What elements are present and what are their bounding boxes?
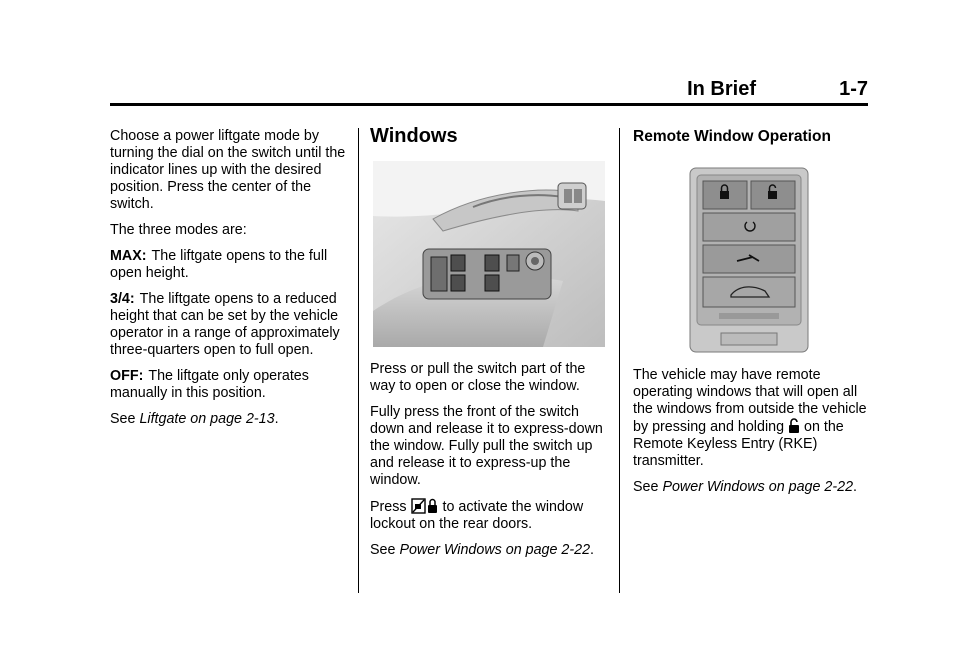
unlock-icon — [788, 418, 800, 434]
liftgate-intro: Choose a power liftgate mode by turning the dial on the switch until the indicator lines up with the desired position. Press the center of the switch. — [110, 128, 346, 212]
mode-term: 3/4: — [110, 291, 135, 307]
column-remote-window — [633, 128, 873, 505]
see-prefix: See — [110, 411, 136, 427]
column-windows — [370, 125, 610, 568]
see-reference — [370, 542, 610, 559]
windows-p3 — [370, 498, 610, 533]
p1-suffix: on the Remote Keyless Entry (RKE) transmitter. — [633, 419, 844, 469]
column-divider — [619, 128, 620, 593]
liftgate-link[interactable]: Liftgate on page 2-13 — [139, 411, 275, 427]
see-reference — [633, 479, 873, 496]
mode-term: OFF: — [110, 368, 144, 384]
column-liftgate — [110, 128, 350, 437]
windows-p1: Press or pull the switch part of the way to open or close the window. — [370, 361, 586, 394]
power-windows-link[interactable]: Power Windows on page 2-22 — [399, 542, 591, 558]
page-header — [110, 78, 868, 106]
see-suffix: . — [274, 411, 279, 427]
see-prefix: See — [633, 479, 659, 495]
mode-max — [110, 248, 350, 282]
see-prefix: See — [370, 542, 396, 558]
remote-window-p1 — [633, 367, 873, 470]
p1-prefix: The vehicle may have remote operating windows that will open all the windows from outside the vehicle by pressing and holding — [633, 367, 867, 435]
p3-prefix: Press — [370, 499, 407, 515]
window-lockout-icon — [411, 498, 439, 514]
power-windows-link[interactable]: Power Windows on page 2-22 — [662, 479, 854, 495]
see-suffix: . — [853, 479, 858, 495]
mode-desc: The liftgate only operates manually in this position. — [110, 368, 309, 401]
rke-transmitter-figure — [689, 167, 809, 353]
remote-window-heading: Remote Window Operation — [633, 128, 831, 145]
header-rule — [110, 103, 868, 106]
windows-p2: Fully press the front of the switch down and release it to express-down the window. Fully pull the switch up and release it to express-up the window. — [370, 404, 603, 488]
mode-desc: The liftgate opens to the full open height. — [110, 248, 328, 281]
section-title: In Brief — [687, 78, 756, 100]
mode-three-quarters — [110, 291, 350, 359]
mode-term: MAX: — [110, 248, 147, 264]
door-switch-figure — [373, 161, 605, 347]
page-number: 1-7 — [839, 78, 868, 100]
mode-off — [110, 368, 350, 402]
mode-desc: The liftgate opens to a reduced height that can be set by the vehicle operator in a range of approximately three-quarters open to full open. — [110, 291, 340, 358]
windows-heading: Windows — [370, 125, 458, 147]
modes-intro: The three modes are: — [110, 222, 247, 238]
p3-suffix: to activate the window lockout on the rear doors. — [370, 499, 584, 532]
see-suffix: . — [590, 542, 595, 558]
see-reference — [110, 411, 350, 428]
column-divider — [358, 128, 359, 593]
